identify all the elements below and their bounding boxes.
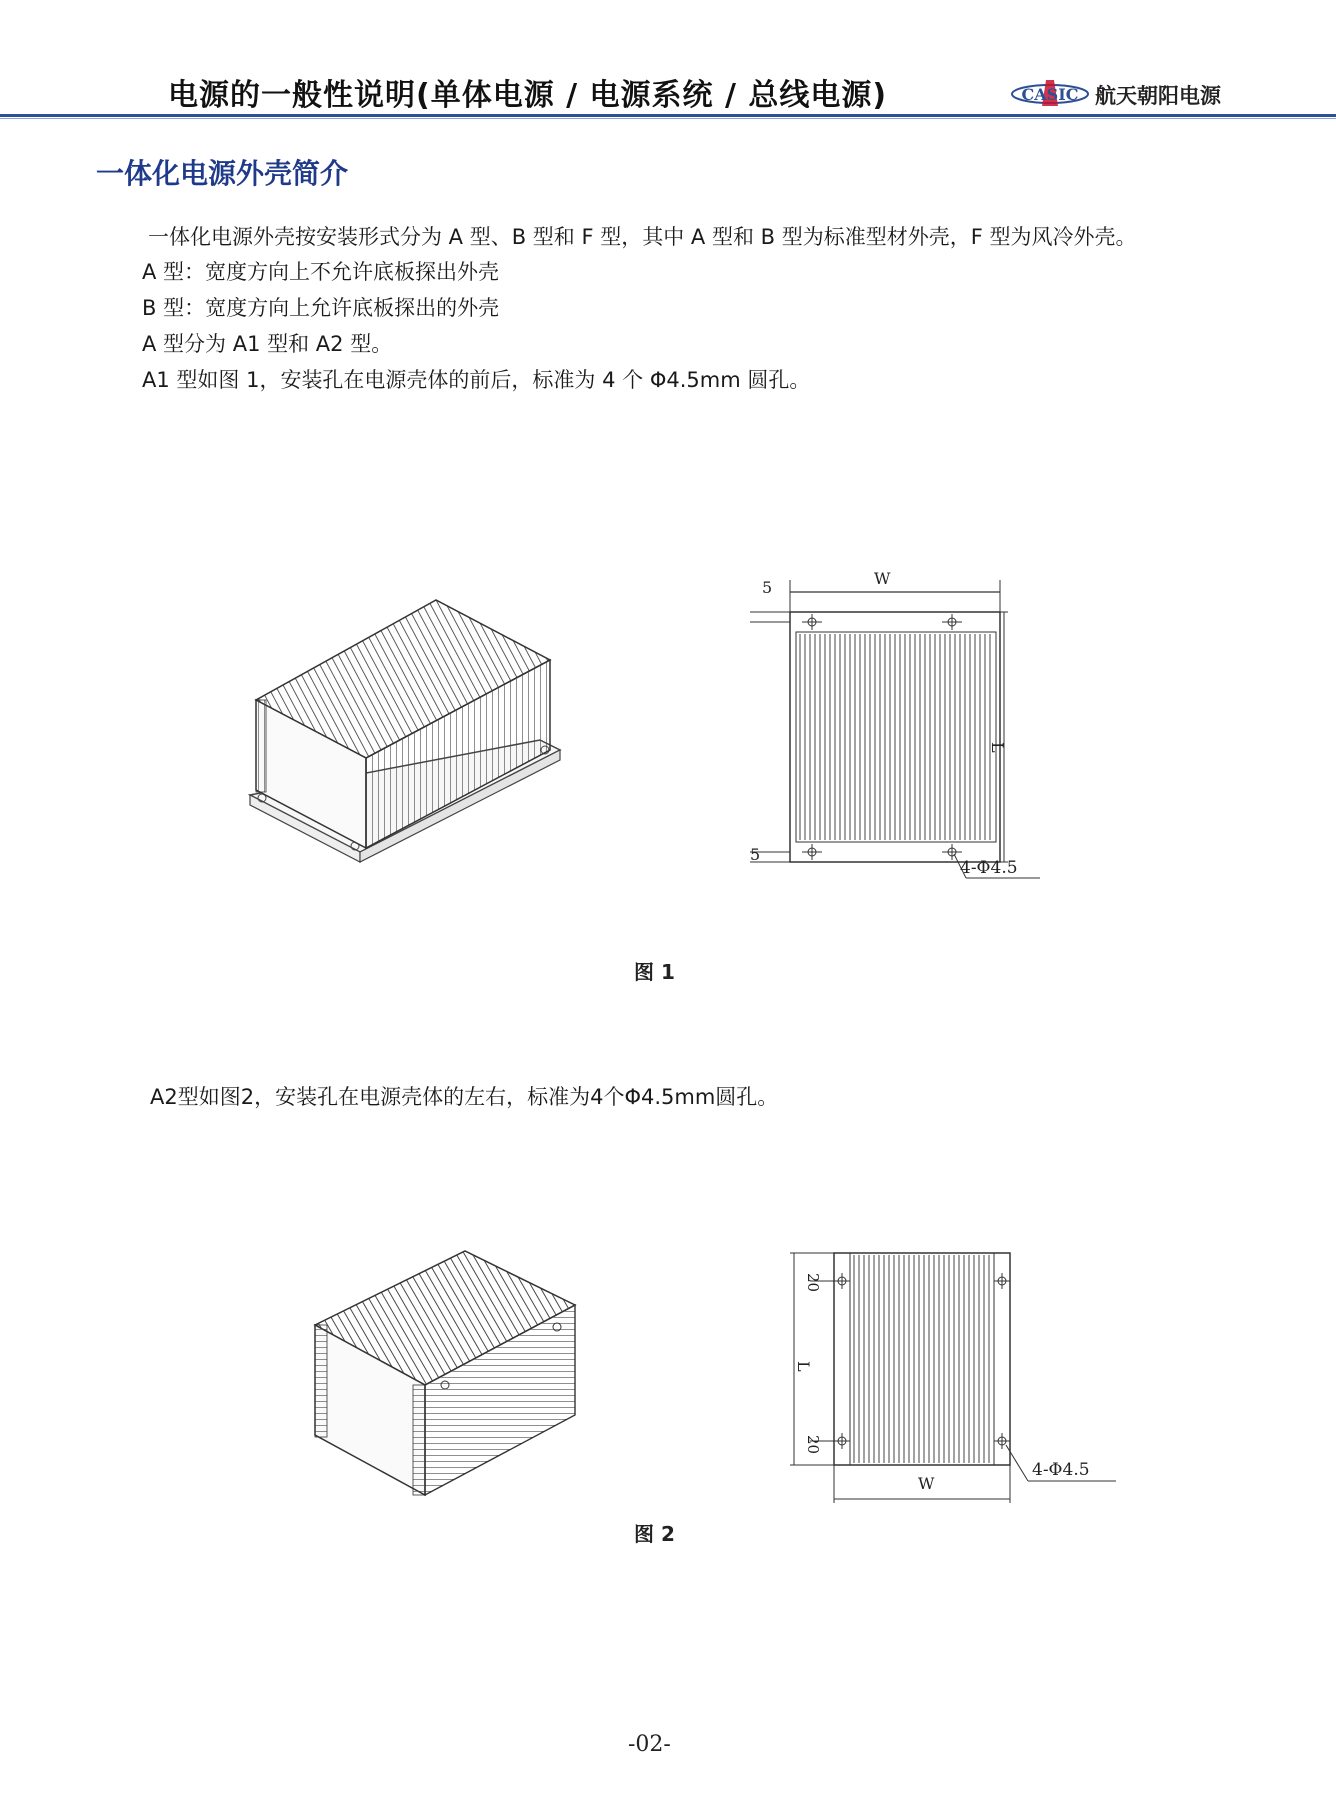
- fig1-offset-top: 5: [762, 578, 773, 597]
- company-name: 航天朝阳电源: [1095, 84, 1221, 108]
- header-divider-thin: [0, 118, 1336, 119]
- figure2-top-view-drawing: [780, 1245, 1130, 1515]
- fig1-width-label: W: [874, 569, 891, 588]
- intro-line-4: A 型分为 A1 型和 A2 型。: [142, 332, 393, 356]
- intro-line-5: A1 型如图 1，安装孔在电源壳体的前后，标准为 4 个 Φ4.5mm 圆孔。: [142, 368, 811, 392]
- logo-mark-text: CASIC: [1021, 85, 1079, 104]
- header-divider: [0, 114, 1336, 117]
- page-header-title: 电源的一般性说明(单体电源 / 电源系统 / 总线电源): [168, 78, 888, 113]
- intro-line-3: B 型：宽度方向上允许底板探出的外壳: [142, 296, 500, 320]
- figure1-caption: 图 1: [634, 960, 675, 984]
- intro-line-1: 一体化电源外壳按安装形式分为 A 型、B 型和 F 型，其中 A 型和 B 型为标准型材外壳，F 型为风冷外壳。: [148, 225, 1137, 249]
- fig2-holes-label: 4-Φ4.5: [1032, 1460, 1090, 1480]
- intro-line-2: A 型：宽度方向上不允许底板探出外壳: [142, 260, 500, 284]
- a2-description: A2型如图2，安装孔在电源壳体的左右，标准为4个Φ4.5mm圆孔。: [150, 1085, 779, 1109]
- fig2-length-label: L: [794, 1361, 813, 1372]
- fig2-offset-bottom: 20: [804, 1435, 822, 1455]
- fig1-length-label: L: [988, 742, 1007, 753]
- fig1-holes-label: 4-Φ4.5: [960, 858, 1018, 878]
- figure2-caption: 图 2: [634, 1522, 675, 1546]
- casic-logo: [1010, 76, 1094, 112]
- section-title: 一体化电源外壳简介: [96, 157, 349, 190]
- figure1-top-view-drawing: [740, 560, 1060, 930]
- figure1-isometric-drawing: [240, 590, 580, 890]
- fig1-offset-bottom: 5: [750, 845, 761, 864]
- fig2-width-label: W: [918, 1474, 935, 1493]
- figure2-isometric-drawing: [305, 1245, 585, 1515]
- fig2-offset-top: 20: [804, 1273, 822, 1293]
- page-number: -02-: [628, 1732, 671, 1757]
